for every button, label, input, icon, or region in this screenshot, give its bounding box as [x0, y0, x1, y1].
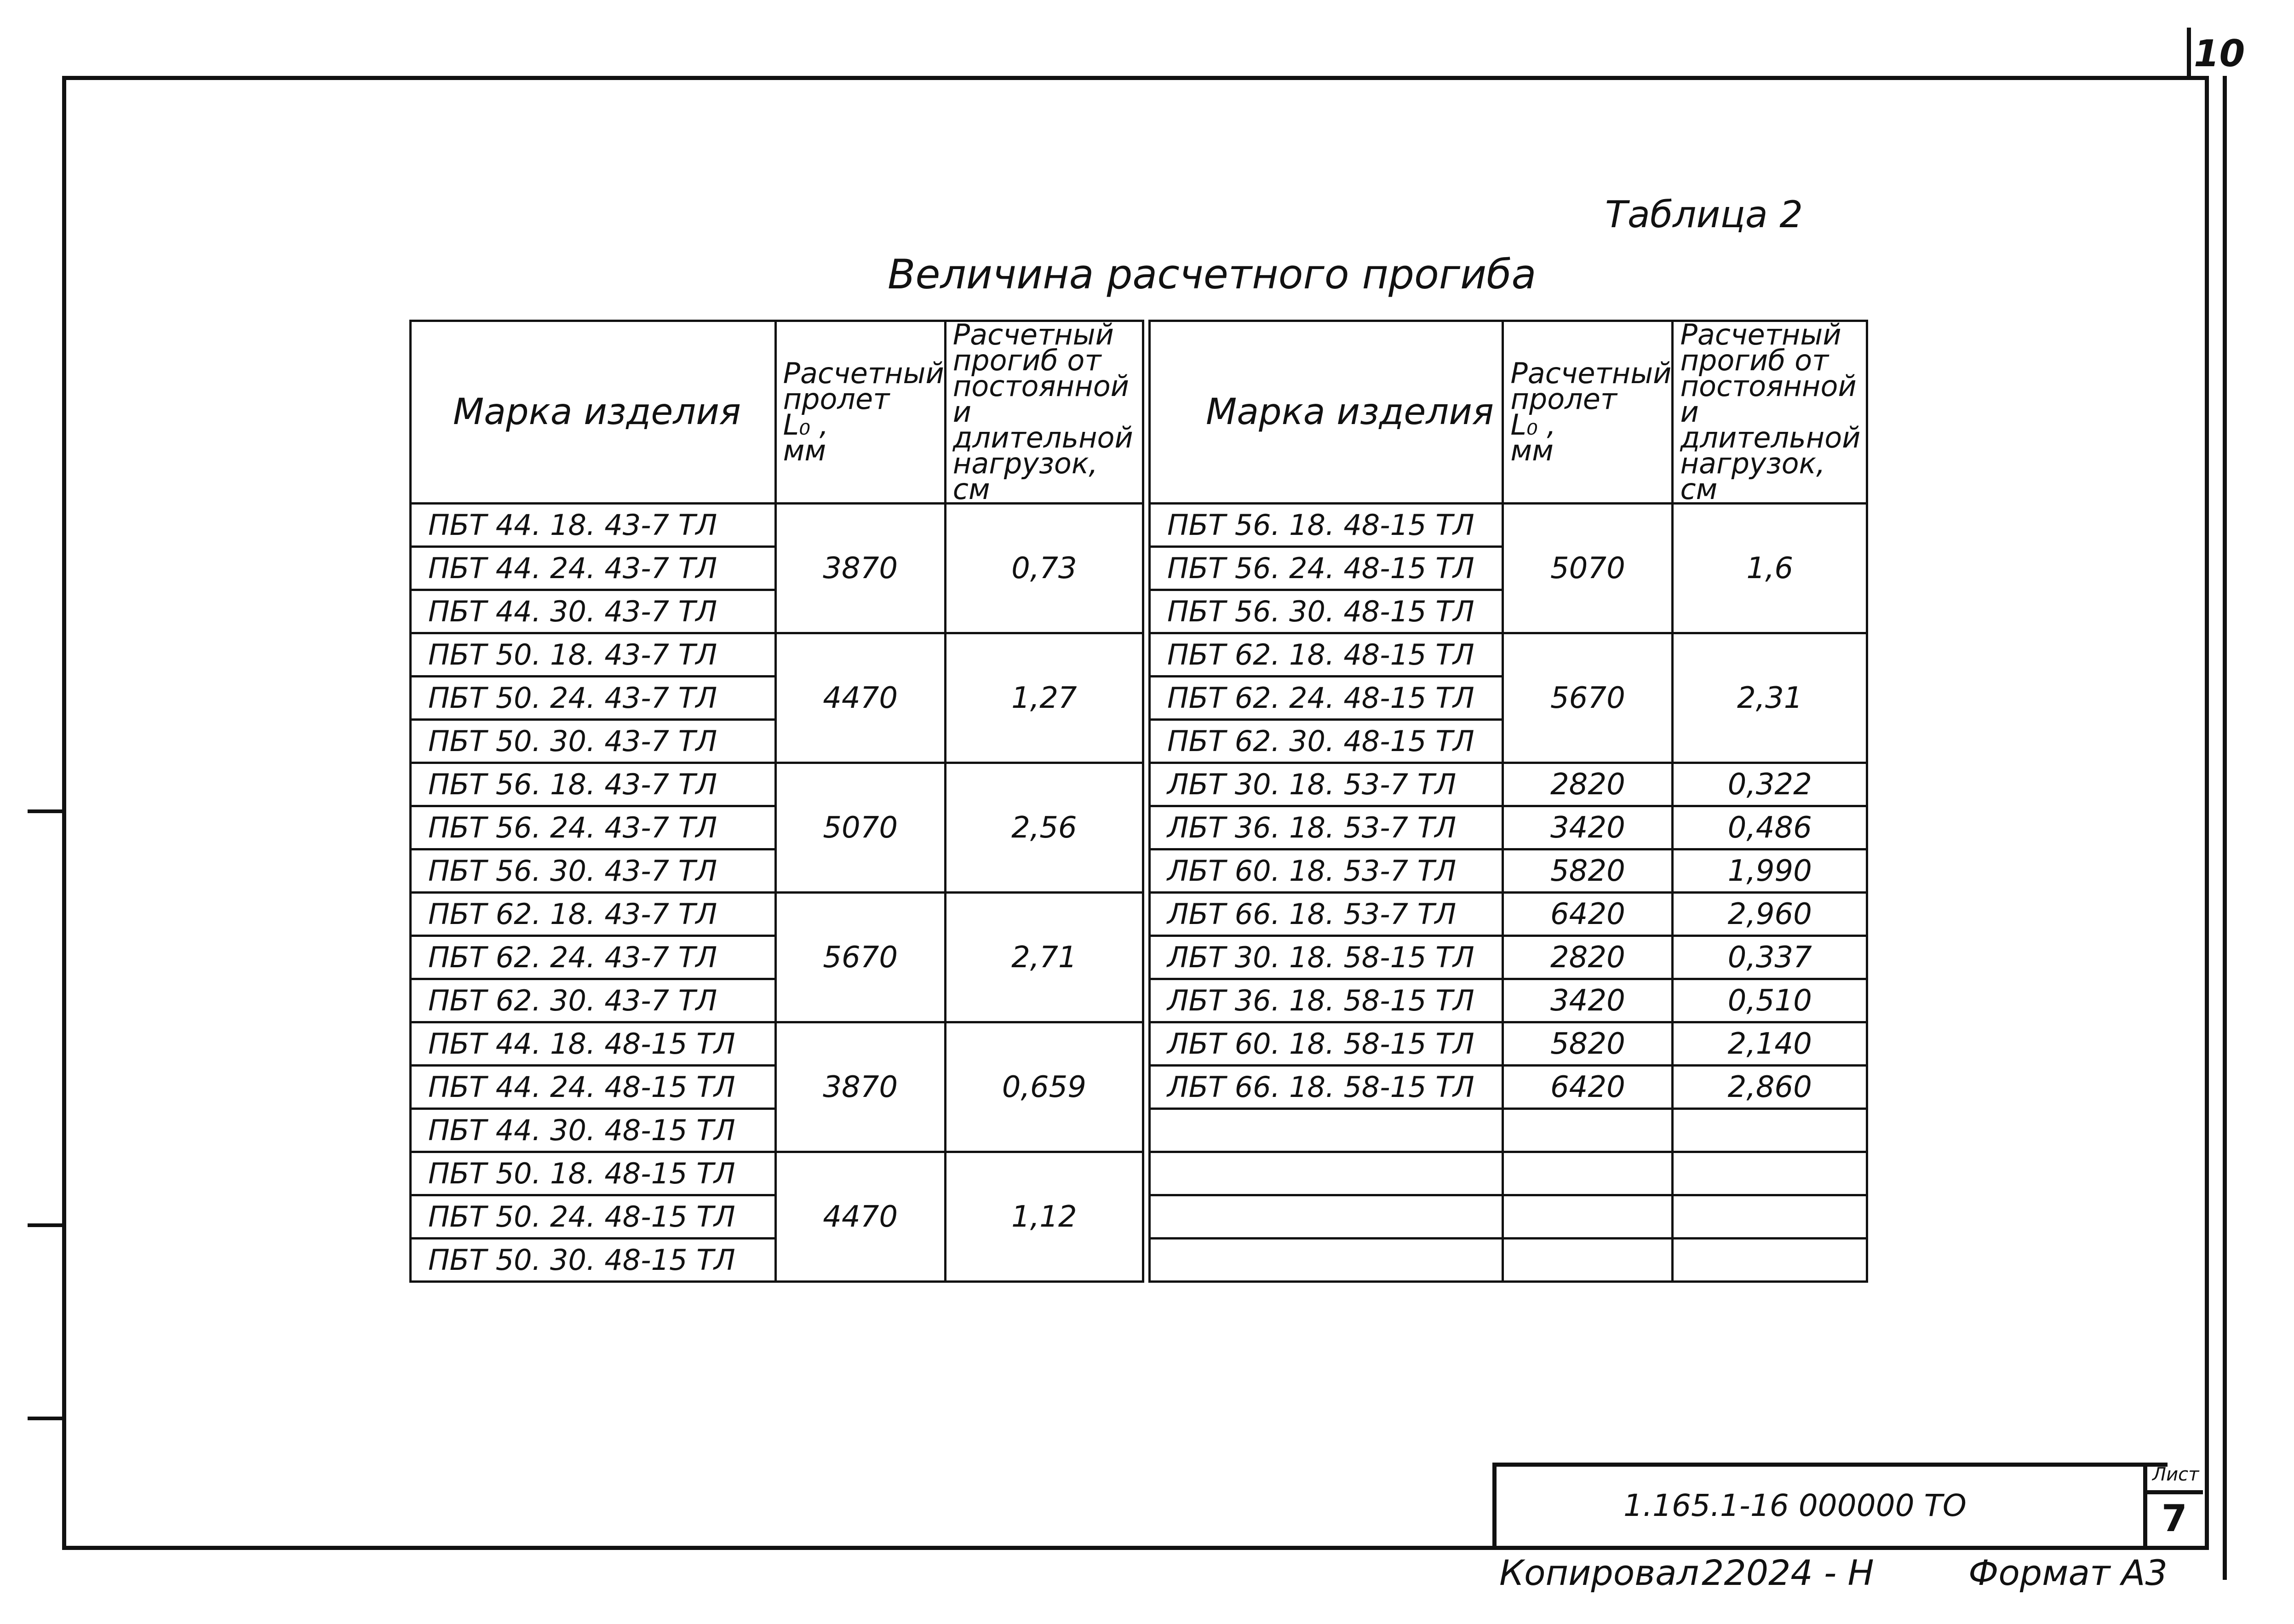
table-row	[1150, 633, 1867, 677]
mark-cell: ПБТ 56. 18. 48-15 ТЛ	[1150, 504, 1503, 547]
mark-cell: ПБТ 62. 18. 48-15 ТЛ	[1150, 633, 1503, 677]
mark-cell: ЛБТ 66. 18. 58-15 ТЛ	[1150, 1066, 1503, 1109]
deflection-header-line: прогиб от	[952, 344, 1101, 377]
table-row	[1150, 504, 1867, 547]
empty-cell	[1150, 1239, 1503, 1282]
deflection-cell: 2,31	[1673, 633, 1867, 763]
col-header-deflection	[1673, 318, 1867, 506]
span-cell: 4470	[775, 633, 945, 763]
right-table	[1148, 320, 1868, 1283]
table-row	[411, 763, 1143, 806]
deflection-header-line: длительной	[952, 421, 1133, 454]
deflection-cell: 1,12	[945, 1152, 1143, 1282]
span-cell: 3870	[775, 504, 945, 633]
copied-by: Копировал	[1499, 1552, 1699, 1593]
deflection-cell: 2,140	[1673, 1022, 1867, 1066]
span-cell: 4470	[775, 1152, 945, 1282]
mark-cell: ПБТ 50. 30. 43-7 ТЛ	[411, 720, 776, 763]
span-header-line: пролет	[783, 382, 890, 416]
empty-cell	[1673, 1152, 1867, 1195]
table-row	[1150, 806, 1867, 849]
span-cell: 5670	[1503, 633, 1673, 763]
table-row	[411, 1022, 1143, 1066]
margin-tick	[28, 1223, 64, 1227]
col-header-mark: Марка изделия	[1150, 321, 1503, 504]
empty-row	[1150, 1239, 1867, 1282]
mark-cell: ЛБТ 60. 18. 53-7 ТЛ	[1150, 849, 1503, 893]
deflection-cell: 0,322	[1673, 763, 1867, 806]
span-header-line: Расчетный	[1510, 356, 1672, 390]
mark-cell: ПБТ 50. 24. 43-7 ТЛ	[411, 677, 776, 720]
col-header-mark: Марка изделия	[411, 321, 776, 504]
deflection-header-line: Расчетный	[1680, 318, 1841, 351]
mark-cell: ЛБТ 36. 18. 58-15 ТЛ	[1150, 979, 1503, 1022]
deflection-cell: 1,990	[1673, 849, 1867, 893]
page-number: 10	[2194, 32, 2245, 75]
document-code: 1.165.1-16 000000 ТО	[1623, 1488, 1967, 1523]
mark-cell: ЛБТ 66. 18. 53-7 ТЛ	[1150, 893, 1503, 936]
mark-cell: ПБТ 56. 24. 48-15 ТЛ	[1150, 547, 1503, 590]
mark-cell: ЛБТ 30. 18. 53-7 ТЛ	[1150, 763, 1503, 806]
deflection-cell: 0,486	[1673, 806, 1867, 849]
mark-cell: ПБТ 44. 18. 43-7 ТЛ	[411, 504, 776, 547]
empty-cell	[1673, 1109, 1867, 1152]
empty-cell	[1503, 1239, 1673, 1282]
span-header-line: пролет	[1510, 382, 1617, 416]
mark-cell: ЛБТ 60. 18. 58-15 ТЛ	[1150, 1022, 1503, 1066]
deflection-header-line: нагрузок, см	[1680, 447, 1825, 506]
mark-cell: ПБТ 56. 24. 43-7 ТЛ	[411, 806, 776, 849]
table-row	[1150, 979, 1867, 1022]
empty-cell	[1503, 1152, 1673, 1195]
header-row	[1150, 321, 1867, 504]
mark-cell: ПБТ 62. 24. 43-7 ТЛ	[411, 936, 776, 979]
span-header-line: L₀ ,	[1510, 408, 1556, 442]
span-cell: 3870	[775, 1022, 945, 1152]
empty-cell	[1150, 1195, 1503, 1239]
sheet-label: Лист	[2152, 1464, 2199, 1485]
deflection-header-line: постоянной и	[1680, 369, 1857, 429]
deflection-header-line: прогиб от	[1680, 344, 1829, 377]
span-header-line: мм	[783, 434, 826, 467]
sheet-number: 7	[2162, 1497, 2187, 1540]
table-row	[411, 1152, 1143, 1195]
sheet-divider	[2143, 1490, 2203, 1494]
mark-cell: ПБТ 44. 24. 48-15 ТЛ	[411, 1066, 776, 1109]
deflection-cell: 1,6	[1673, 504, 1867, 633]
empty-cell	[1503, 1109, 1673, 1152]
empty-row	[1150, 1109, 1867, 1152]
mark-cell: ПБТ 62. 30. 48-15 ТЛ	[1150, 720, 1503, 763]
table-row	[1150, 849, 1867, 893]
mark-cell: ПБТ 62. 24. 48-15 ТЛ	[1150, 677, 1503, 720]
table-row	[1150, 1066, 1867, 1109]
mark-cell: ПБТ 56. 30. 48-15 ТЛ	[1150, 590, 1503, 633]
frame-right-double-line	[2223, 76, 2227, 1580]
table-heading: Величина расчетного прогиба	[888, 251, 1537, 298]
span-header-line: Расчетный	[783, 356, 944, 390]
deflection-header-line: нагрузок, см	[952, 447, 1098, 506]
mark-cell: ПБТ 50. 24. 48-15 ТЛ	[411, 1195, 776, 1239]
mark-cell: ПБТ 44. 18. 48-15 ТЛ	[411, 1022, 776, 1066]
mark-cell: ПБТ 62. 18. 43-7 ТЛ	[411, 893, 776, 936]
mark-cell: ПБТ 56. 30. 43-7 ТЛ	[411, 849, 776, 893]
empty-cell	[1673, 1239, 1867, 1282]
mark-cell: ЛБТ 30. 18. 58-15 ТЛ	[1150, 936, 1503, 979]
deflection-header-line: длительной	[1680, 421, 1861, 454]
table-row	[1150, 763, 1867, 806]
deflection-cell: 2,960	[1673, 893, 1867, 936]
span-header-line: L₀ ,	[783, 408, 829, 442]
mark-cell: ПБТ 44. 30. 43-7 ТЛ	[411, 590, 776, 633]
mark-cell: ПБТ 62. 30. 43-7 ТЛ	[411, 979, 776, 1022]
empty-cell	[1503, 1195, 1673, 1239]
span-cell: 6420	[1503, 1066, 1673, 1109]
empty-cell	[1150, 1152, 1503, 1195]
span-header-line: мм	[1510, 434, 1554, 467]
margin-tick	[28, 809, 64, 813]
deflection-header-line: Расчетный	[952, 318, 1114, 351]
mark-cell: ЛБТ 36. 18. 53-7 ТЛ	[1150, 806, 1503, 849]
empty-row	[1150, 1195, 1867, 1239]
empty-row	[1150, 1152, 1867, 1195]
deflection-header-line: постоянной и	[952, 369, 1129, 429]
table-row	[411, 504, 1143, 547]
span-cell: 5070	[1503, 504, 1673, 633]
deflection-cell: 2,71	[945, 893, 1143, 1022]
mark-cell: ПБТ 50. 18. 48-15 ТЛ	[411, 1152, 776, 1195]
span-cell: 3420	[1503, 806, 1673, 849]
mark-cell: ПБТ 56. 18. 43-7 ТЛ	[411, 763, 776, 806]
span-cell: 5670	[775, 893, 945, 1022]
mark-cell: ПБТ 44. 24. 43-7 ТЛ	[411, 547, 776, 590]
deflection-cell: 2,860	[1673, 1066, 1867, 1109]
empty-cell	[1673, 1195, 1867, 1239]
col-header-span	[1503, 321, 1673, 504]
table-row	[411, 633, 1143, 677]
table-label: Таблица 2	[1605, 193, 1803, 236]
deflection-cell: 0,337	[1673, 936, 1867, 979]
col-header-deflection	[945, 318, 1143, 506]
deflection-cell: 2,56	[945, 763, 1143, 893]
order-number: 22024 - Н	[1702, 1552, 1874, 1593]
col-header-span	[775, 321, 945, 504]
margin-tick	[28, 1417, 64, 1420]
span-cell: 2820	[1503, 763, 1673, 806]
empty-cell	[1150, 1109, 1503, 1152]
deflection-cell: 0,510	[1673, 979, 1867, 1022]
table-row	[411, 893, 1143, 936]
deflection-cell: 0,659	[945, 1022, 1143, 1152]
left-table	[409, 320, 1144, 1283]
header-row	[411, 321, 1143, 504]
table-row	[1150, 1022, 1867, 1066]
mark-cell: ПБТ 44. 30. 48-15 ТЛ	[411, 1109, 776, 1152]
span-cell: 5820	[1503, 849, 1673, 893]
mark-cell: ПБТ 50. 18. 43-7 ТЛ	[411, 633, 776, 677]
span-cell: 6420	[1503, 893, 1673, 936]
span-cell: 5820	[1503, 1022, 1673, 1066]
table-row	[1150, 893, 1867, 936]
deflection-cell: 0,73	[945, 504, 1143, 633]
span-cell: 5070	[775, 763, 945, 893]
span-cell: 3420	[1503, 979, 1673, 1022]
deflection-cell: 1,27	[945, 633, 1143, 763]
span-cell: 2820	[1503, 936, 1673, 979]
mark-cell: ПБТ 50. 30. 48-15 ТЛ	[411, 1239, 776, 1282]
table-row	[1150, 936, 1867, 979]
paper-format: Формат А3	[1968, 1552, 2168, 1593]
